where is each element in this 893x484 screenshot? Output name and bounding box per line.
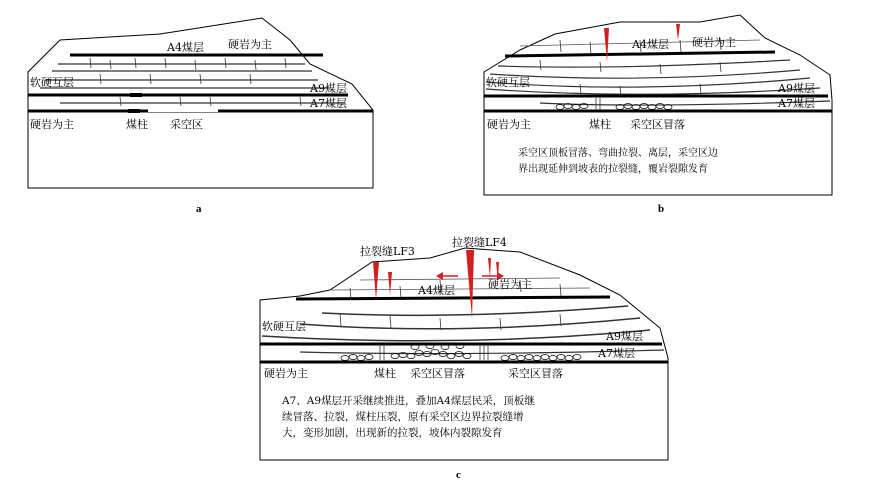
panel-a-label-hard-rock-top: 硬岩为主	[228, 38, 272, 51]
panel-b-label-a4-seam: A4煤层	[632, 38, 669, 51]
panel-c-label-a4-seam: A4煤层	[418, 284, 455, 297]
panel-c-layer	[330, 288, 590, 290]
panel-c-label-lf3: 拉裂缝LF3	[360, 245, 415, 258]
panel-b-layer	[490, 70, 800, 78]
panel-c-label-a7-seam: A7煤层	[598, 347, 635, 360]
panel-c-label-lf4: 拉裂缝LF4	[452, 236, 507, 249]
panel-c-a4-seam	[296, 297, 610, 299]
panel-c-crack	[488, 258, 491, 278]
panel-b-note-line-1: 采空区顶板冒落、弯曲拉裂、离层，采空区边	[518, 148, 718, 159]
panel-a-label-coal-pillar: 煤柱	[126, 118, 148, 131]
panel-b-label-hard-rock-top: 硬岩为主	[692, 36, 736, 49]
panel-c-caption: c	[456, 469, 461, 481]
panel-a-label-a4-seam: A4煤层	[167, 41, 204, 54]
panel-a-label-hard-rock-bottom: 硬岩为主	[30, 118, 74, 131]
panel-b-label-a7-seam: A7煤层	[778, 97, 815, 110]
panel-a-label-a7-seam: A7煤层	[310, 97, 347, 110]
panel-c-crack-lf4	[466, 250, 474, 318]
panel-b	[484, 15, 832, 215]
panel-a-fractures	[90, 58, 301, 106]
panel-c-rubble	[341, 344, 581, 361]
panel-b-label-soft-hard: 软硬互层	[486, 76, 530, 89]
panel-b-layer	[498, 60, 790, 67]
panel-b-layer	[486, 78, 810, 87]
panel-b-label-a9-seam: A9煤层	[778, 82, 815, 95]
panel-c-label-goaf-collapse-2: 采空区冒落	[508, 367, 563, 380]
panel-c-note-line-1: A7、A9煤层开采继续推进，叠加A4煤层民采，顶板继	[282, 395, 535, 407]
panel-c-layer	[322, 306, 628, 315]
panel-b-label-coal-pillar: 煤柱	[589, 118, 611, 131]
panel-a	[28, 18, 373, 215]
panel-c-crack	[388, 272, 392, 295]
panel-b-layer	[486, 88, 820, 94]
panel-b-label-goaf-collapse: 采空区冒落	[630, 118, 685, 131]
panel-b-note-line-2: 界出现延伸到坡表的拉裂缝，覆岩裂隙发育	[518, 164, 708, 175]
panel-c-layer	[300, 318, 640, 329]
panel-a-coal-pillar	[128, 109, 140, 113]
panel-b-crack	[604, 28, 609, 62]
panel-c-layer	[262, 330, 650, 341]
panel-c-label-goaf-collapse-1: 采空区冒落	[410, 367, 465, 380]
panel-a-label-a9-seam: A9煤层	[310, 82, 347, 95]
panel-c-label-a9-seam: A9煤层	[606, 330, 643, 343]
panel-b-crack	[676, 24, 680, 40]
panel-b-label-hard-rock-bottom: 硬岩为主	[487, 118, 531, 131]
panel-a-label-soft-hard: 软硬互层	[30, 76, 74, 89]
panel-a-coal-pillar	[130, 93, 142, 97]
panel-c-label-hard-rock-top: 硬岩为主	[488, 278, 532, 291]
panel-c-label-hard-rock-bottom: 硬岩为主	[264, 367, 308, 380]
panel-c	[260, 235, 668, 481]
panel-c-note-line-3: 大，变形加剧，出现新的拉裂，坡体内裂隙发育	[282, 427, 503, 439]
panel-c-note-line-2: 续冒落、拉裂，煤柱压裂，原有采空区边界拉裂缝增	[282, 411, 524, 423]
panel-a-goaf	[148, 109, 218, 112]
panel-a-label-goaf: 采空区	[170, 118, 203, 131]
panel-b-caption: b	[658, 203, 665, 215]
panel-c-label-soft-hard: 软硬互层	[262, 320, 306, 333]
panel-b-a4-seam	[505, 52, 775, 56]
panel-c-label-coal-pillar: 煤柱	[374, 367, 396, 380]
panel-a-caption: a	[196, 203, 202, 215]
panel-c-crack-lf3	[373, 262, 379, 300]
